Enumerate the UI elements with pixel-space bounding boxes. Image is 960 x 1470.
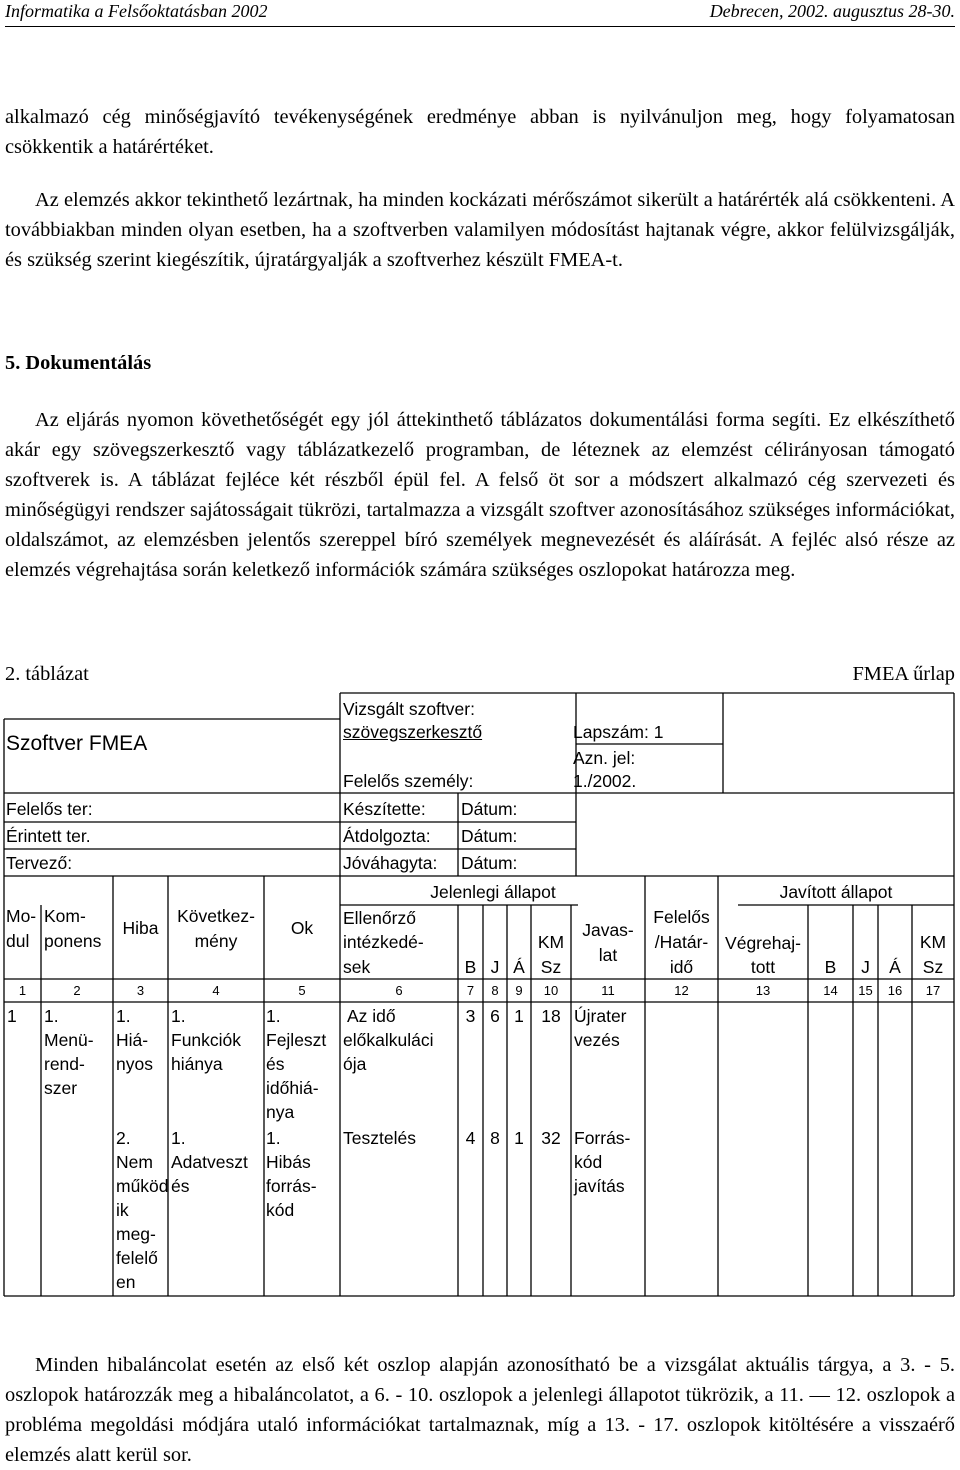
running-header [5,0,955,27]
cell-error-1: nyos [116,1054,153,1074]
paragraph-1: alkalmazó cég minőségjavító tevékenységének eredménye abban is nyilvánuljon meg, hogy folyamatosan csökkentik a határértéket. [5,106,955,158]
date-label-1: Dátum: [461,799,518,819]
col-kmsz-1: KM [537,932,565,952]
cell-proposal-2: Forrás- [574,1128,631,1148]
cell-error-1: 1. [116,1006,131,1026]
revised-by-label: Átdolgozta: [343,826,431,846]
col-number: 5 [298,983,306,998]
cell-cause-1: nya [266,1102,295,1122]
cell-check-1: ója [343,1054,367,1074]
col-cause: Ok [290,918,314,938]
responsible-person-label: Felelős személy: [343,771,474,791]
col-a: Á [513,957,525,977]
col-module-1: Mo- [6,906,37,926]
cell-error-2: felelő [116,1248,158,1268]
table-caption-right: FMEA űrlap [852,663,955,685]
cell-check-1: Az idő [347,1006,396,1026]
col-number: 12 [674,983,689,998]
header-left: Informatika a Felsőoktatásban 2002 [5,1,268,21]
responsible-area-label: Felelős ter: [6,799,93,819]
cell-j-2: 8 [490,1128,500,1148]
cell-component: Menü- [44,1030,94,1050]
cell-consequence-1: hiánya [171,1054,223,1074]
cell-cause-2: 1. [266,1128,281,1148]
col-j2: J [861,957,870,977]
cell-component: rend- [44,1054,85,1074]
id-value: 1./2002. [573,771,637,791]
cell-proposal-2: kód [574,1152,603,1172]
cell-error-2: ik [116,1200,129,1220]
cell-cause-1: és [266,1054,285,1074]
cell-consequence-1: 1. [171,1006,186,1026]
cell-error-2: Nem [116,1152,153,1172]
cell-j-1: 6 [490,1006,500,1026]
cell-consequence-2: és [171,1176,190,1196]
col-kmsz2-1: KM [919,932,947,952]
col-component-1: Kom- [44,906,86,926]
cell-a-2: 1 [514,1128,524,1148]
col-module-2: dul [6,931,30,951]
cell-error-2: 2. [116,1128,131,1148]
col-number: 8 [491,983,499,998]
tested-software-value: szövegszerkesztő [343,722,483,742]
col-number: 3 [136,983,145,998]
col-a2: Á [889,957,901,977]
paragraph-3: Az eljárás nyomon követhetőségét egy jól áttekinthető táblázatos dokumentálási forma segíti. Ez elkészíthető akár egy szövegszerkesztő vagy táblázatkezelő programban, de léteznek az elemzést célirányosan támogató szoftverek is. A táblázat fejléce két részből épül fel. A felső öt sor a módszert alkalmazó cég szervezeti és minőségügyi rendszer sajátosságait tükrözi, tartalmazza a vizsgált szoftver azonosításához szükséges információkat, oldalszámot, az elemzésben jelentős szereppel bíró személyek megnevezését és aláírását. A fejléc alsó része az elemzés végrehajtása során keletkező információk számára szükséges oszlopokat határozza meg. [5,409,955,581]
approved-by-label: Jóváhagyta: [343,853,438,873]
cell-error-1: Hiá- [116,1030,149,1050]
cell-kmsz-2: 32 [541,1128,561,1148]
col-executed-1: Végrehaj- [725,933,801,953]
cell-cause-1: időhiá- [266,1078,319,1098]
col-proposal-1: Javas- [582,920,634,940]
cell-check-2: Tesztelés [343,1128,416,1148]
prepared-by-label: Készítette: [343,799,426,819]
section-heading: 5. Dokumentálás [5,352,152,374]
cell-proposal-2: javítás [574,1176,625,1196]
col-owner-2: /Határ- [654,932,709,952]
col-consequence-1: Következ- [177,906,255,926]
cell-a-1: 1 [514,1006,524,1026]
col-b2: B [824,957,837,977]
cell-consequence-2: Adatveszt [171,1152,248,1172]
cell-error-2: működ [116,1176,169,1196]
current-state-heading: Jelenlegi állapot [430,882,556,902]
header-right: Debrecen, 2002. augusztus 28-30. [709,1,955,21]
id-label: Azn. jel: [573,748,636,768]
col-number: 14 [823,983,838,998]
col-number: 2 [73,983,81,998]
col-number: 4 [212,983,220,998]
cell-consequence-1: Funkciók [171,1030,242,1050]
form-title: Szoftver FMEA [6,732,148,755]
cell-error-2: meg- [116,1224,156,1244]
col-number: 15 [858,983,873,998]
col-executed-2: tott [750,957,776,977]
cell-consequence-2: 1. [171,1128,186,1148]
table-caption-left: 2. táblázat [5,663,89,685]
cell-error-2: en [116,1272,136,1292]
col-number: 6 [395,983,403,998]
cell-cause-2: Hibás [266,1152,311,1172]
paragraph-4: Minden hibaláncolat esetén az első két oszlop alapján azonosítható be a vizsgálat aktuális tárgya, a 3. - 5. oszlopok határozzák meg a hibaláncolatot, a 6. - 10. oszlopok a jelenlegi állapotot tükrözik, a 11. — 12. oszlopok a probléma megoldási módjára utaló információkat tartalmaznak, míg a 13. - 17. oszlopok kitöltésére a visszaérő elemzés alatt kerül sor. [5,1354,955,1466]
cell-cause-2: forrás- [266,1176,317,1196]
col-number: 1 [18,983,27,998]
tested-software-label: Vizsgált szoftver: [343,699,475,719]
cell-component: szer [44,1078,78,1098]
designer-label: Tervező: [6,853,73,873]
col-check-1: Ellenőrző [343,908,416,928]
col-owner-1: Felelős [653,907,710,927]
col-component-2: ponens [44,931,102,951]
cell-check-1: előkalkuláci [343,1030,434,1050]
page-number: Lapszám: 1 [573,722,664,742]
col-number: 11 [601,983,615,998]
date-label-2: Dátum: [461,826,518,846]
col-b: B [464,957,477,977]
col-j: J [490,957,500,977]
col-check-2: intézkedé- [343,932,424,952]
col-number: 16 [887,983,903,998]
col-number: 13 [755,983,771,998]
cell-cause-2: kód [266,1200,295,1220]
col-number: 17 [925,983,941,998]
cell-module: 1 [7,1006,17,1026]
cell-cause-1: 1. [266,1006,281,1026]
date-label-3: Dátum: [461,853,518,873]
col-owner-3: idő [669,957,694,977]
improved-state-heading: Javított állapot [779,882,893,902]
col-error: Hiba [122,918,159,938]
col-proposal-2: lat [598,945,618,965]
affected-area-label: Érintett ter. [6,826,91,846]
col-check-3: sek [343,957,371,977]
col-kmsz-2: Sz [540,957,562,977]
col-number: 7 [466,983,475,998]
cell-cause-1: Fejleszt [266,1030,327,1050]
cell-component: 1. [44,1006,59,1026]
paragraph-2: Az elemzés akkor tekinthető lezártnak, ha minden kockázati mérőszámot sikerült a határérték alá csökkenteni. A továbbiakban minden olyan esetben, ha a szoftverben valamilyen módosítást hajtanak végre, akkor felülvizsgálják, és szükség szerint kiegészítik, újratárgyalják a szoftverhez készült FMEA-t. [5,189,955,271]
cell-b-2: 4 [465,1128,476,1148]
col-consequence-2: mény [194,931,238,951]
cell-proposal-1: vezés [574,1030,620,1050]
col-number: 9 [515,983,523,998]
cell-proposal-1: Újrater [574,1006,627,1026]
col-kmsz2-2: Sz [922,957,944,977]
col-number: 10 [543,983,559,998]
cell-b-1: 3 [465,1006,476,1026]
cell-kmsz-1: 18 [541,1006,561,1026]
